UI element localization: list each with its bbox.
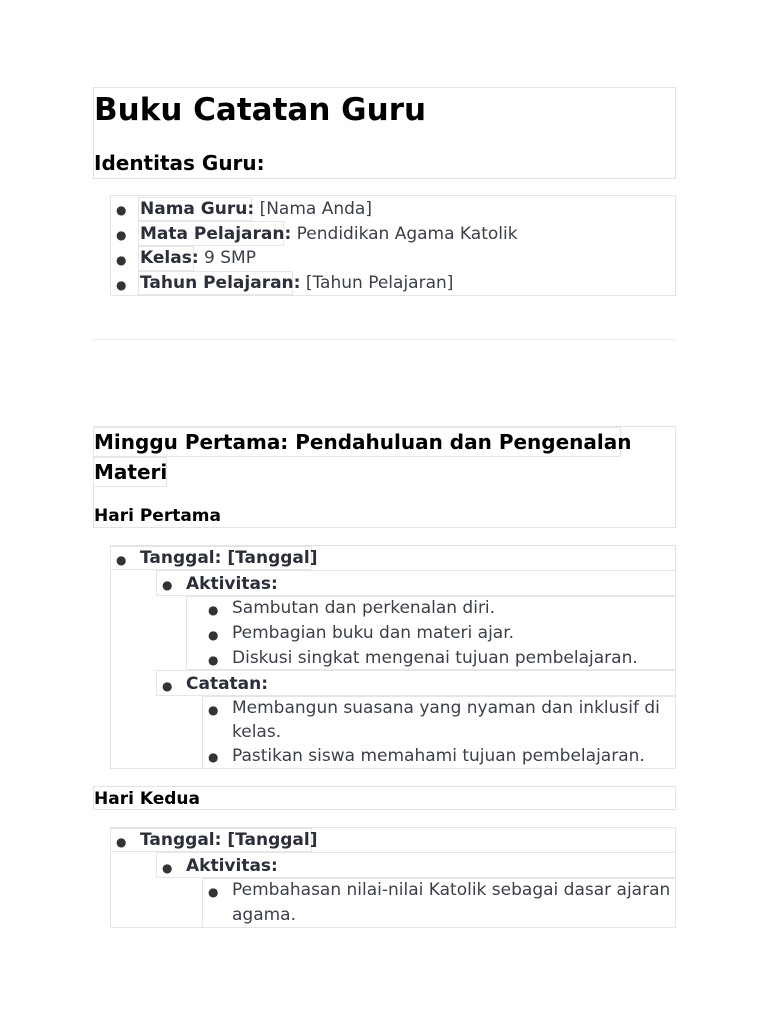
- item-label: Mata Pelajaran:: [140, 224, 292, 244]
- activities-label: Aktivitas:: [186, 856, 278, 876]
- list-item: Membangun suasana yang nyaman dan inklusif di: [232, 698, 660, 718]
- item-value: [Tahun Pelajaran]: [305, 273, 454, 293]
- bullet-icon: ●: [116, 228, 127, 242]
- list-item: Sambutan dan perkenalan diri.: [232, 598, 496, 618]
- list-item: Diskusi singkat mengenai tujuan pembelajaran.: [232, 648, 638, 668]
- activities-label: Aktivitas:: [186, 574, 278, 594]
- date-text: Tanggal: [Tanggal]: [140, 830, 318, 850]
- page-title: Buku Catatan Guru: [94, 92, 427, 128]
- bullet-icon: ●: [208, 653, 219, 667]
- week-heading-cont: Materi: [94, 460, 168, 484]
- bullet-icon: ●: [162, 861, 173, 875]
- list-item: [140, 199, 372, 219]
- list-item-cont: kelas.: [232, 722, 282, 742]
- bullet-icon: ●: [162, 679, 173, 693]
- notes-label: Catatan:: [186, 674, 269, 694]
- divider: [93, 339, 676, 340]
- bullet-icon: ●: [116, 253, 127, 267]
- bullet-icon: ●: [116, 835, 127, 849]
- identity-heading: Identitas Guru:: [94, 151, 265, 175]
- date-text: Tanggal: [Tanggal]: [140, 548, 318, 568]
- list-item: Pastikan siswa memahami tujuan pembelajaran.: [232, 746, 645, 766]
- bullet-icon: ●: [208, 703, 219, 717]
- item-label: Kelas:: [140, 248, 199, 268]
- day-heading: Hari Kedua: [94, 789, 200, 809]
- bullet-icon: ●: [116, 203, 127, 217]
- list-item: [140, 224, 518, 244]
- list-item: Pembagian buku dan materi ajar.: [232, 623, 515, 643]
- list-item: Pembahasan nilai-nilai Katolik sebagai dasar ajaran: [232, 880, 671, 900]
- bullet-icon: ●: [208, 603, 219, 617]
- bullet-icon: ●: [116, 553, 127, 567]
- bullet-icon: ●: [208, 885, 219, 899]
- item-value: Pendidikan Agama Katolik: [296, 224, 518, 244]
- bullet-icon: ●: [116, 278, 127, 292]
- list-item: [140, 273, 453, 293]
- week-heading: Minggu Pertama: Pendahuluan dan Pengenalan: [94, 430, 632, 454]
- item-value: 9 SMP: [204, 248, 256, 268]
- day-heading: Hari Pertama: [94, 506, 221, 526]
- list-item-cont: agama.: [232, 905, 297, 925]
- list-item: [140, 248, 256, 268]
- item-label: Tahun Pelajaran:: [140, 273, 301, 293]
- item-value: [Nama Anda]: [259, 199, 372, 219]
- bullet-icon: ●: [208, 628, 219, 642]
- bullet-icon: ●: [208, 750, 219, 764]
- item-label: Nama Guru:: [140, 199, 255, 219]
- bullet-icon: ●: [162, 578, 173, 592]
